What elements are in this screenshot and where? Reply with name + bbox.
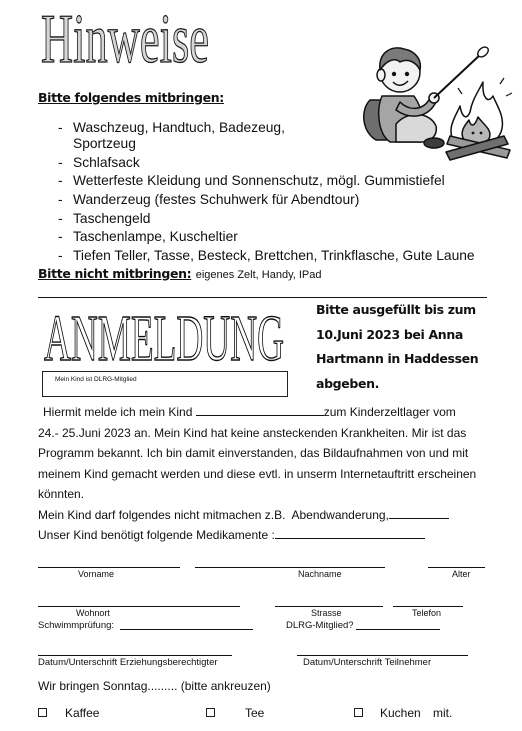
paragraph-line: 24.- 25.Juni 2023 an. Mein Kind hat keine ansteckenden Krankheiten. Mir ist das: [38, 425, 467, 440]
sunday-prompt: Wir bringen Sonntag......... (bitte ankreuzen): [38, 679, 271, 693]
list-item: [58, 192, 475, 208]
intro-after-blank: zum Kinderzeltlager vom: [323, 405, 456, 419]
exclusions-line: [38, 505, 476, 526]
title-wordart: [38, 6, 218, 70]
deadline-line: abgeben.: [316, 375, 380, 391]
exclusions-blank: [389, 508, 449, 519]
registration-wordart: [42, 308, 288, 364]
paragraph-line: meinem Kind gemacht werden und diese evtl. in unserm Internetauftritt erscheinen: [38, 466, 477, 481]
nachname-label: Nachname: [298, 569, 342, 579]
registration-text: [38, 402, 476, 546]
child-eye-left: [392, 72, 396, 76]
paragraph-line: Programm bekannt. Ich bin damit einverstanden, das Bildaufnahmen von und mit: [38, 446, 469, 460]
bring-list: [58, 120, 475, 267]
paragraph-line: könnten.: [38, 487, 85, 501]
exclusions-text: Mein Kind darf folgendes nicht mitmachen z.B. Abendwanderung,: [38, 507, 389, 522]
tee-label: Tee: [245, 706, 265, 720]
strasse-line: [275, 606, 383, 607]
list-item: [58, 154, 475, 171]
not-bring-row: [38, 266, 322, 283]
dlrg-mitglied-line: [356, 629, 440, 630]
alter-line: [428, 567, 485, 568]
participant-signature-label: Datum/Unterschrift Teilnehmer: [303, 657, 432, 668]
guardian-signature-line: [38, 655, 232, 656]
spark: [458, 88, 462, 94]
spark: [500, 78, 504, 84]
dlrg-member-box: [42, 371, 288, 397]
telefon-line: [393, 606, 463, 607]
list-item-text: Waschzeug, Handtuch, Badezeug, Sportzeug: [73, 120, 285, 151]
list-item: [58, 173, 475, 189]
list-item-text: Wanderzeug (festes Schuhwerk für Abendtour): [73, 192, 360, 208]
list-item: [58, 120, 305, 152]
flame-face-eye-right: [480, 132, 483, 135]
page-title: Hinweise: [41, 6, 209, 70]
list-item-text: Wetterfeste Kleidung und Sonnenschutz, mögl. Gummistiefel: [73, 173, 445, 189]
kaffee-checkbox[interactable]: [38, 708, 47, 717]
spark: [506, 93, 512, 96]
registration-title: ANMELDUNG: [44, 308, 284, 364]
list-item: [58, 210, 475, 227]
bullet-dash: -: [58, 173, 63, 189]
list-item-text: Tiefen Teller, Tasse, Besteck, Brettchen, Trinkflasche, Gute Laune: [73, 248, 475, 264]
list-item-text: Taschenlampe, Kuscheltier: [73, 229, 238, 245]
deadline-line: Bitte ausgefüllt bis zum: [316, 302, 476, 317]
bullet-dash: -: [58, 248, 63, 264]
schwimmpruefung-line: [120, 629, 253, 630]
dlrg-member-label: Mein Kind ist DLRG-Mitglied: [55, 376, 137, 383]
list-item: [58, 229, 475, 245]
sunday-suffix: mit.: [433, 706, 453, 720]
kuchen-label: Kuchen: [380, 706, 421, 720]
kaffee-label: Kaffee: [65, 706, 100, 720]
list-item-text: Schlafsack: [73, 154, 140, 170]
wohnort-line: [38, 606, 240, 607]
bullet-dash: -: [58, 192, 63, 208]
bring-heading: Bitte folgendes mitbringen:: [38, 90, 224, 105]
tee-checkbox[interactable]: [206, 708, 215, 717]
wohnort-label: Wohnort: [76, 608, 110, 618]
medication-line: [38, 525, 476, 546]
deadline-line: 10.Juni 2023 bei Anna: [316, 326, 463, 342]
kuchen-checkbox[interactable]: [354, 708, 363, 717]
bullet-dash: -: [58, 120, 63, 135]
vorname-label: Vorname: [78, 569, 115, 579]
bullet-dash: -: [58, 154, 63, 170]
deadline-line: Hartmann in Haddessen: [316, 351, 479, 366]
not-bring-heading: Bitte nicht mitbringen:: [38, 266, 192, 281]
list-item-text: Taschengeld: [73, 210, 151, 226]
child-ear: [377, 69, 385, 81]
medication-text: Unser Kind benötigt folgende Medikamente :: [38, 528, 275, 542]
registration-intro-line: [38, 402, 476, 423]
alter-label: Alter: [452, 569, 471, 579]
vorname-line: [38, 567, 180, 568]
not-bring-items: eigenes Zelt, Handy, IPad: [195, 269, 322, 281]
dlrg-mitglied-label: DLRG-Mitglied?: [286, 620, 354, 631]
strasse-label: Strasse: [311, 608, 342, 618]
bullet-dash: -: [58, 229, 63, 245]
nachname-line: [195, 567, 385, 568]
deadline-note: [316, 298, 478, 396]
schwimmpruefung-label: Schwimmprüfung:: [38, 620, 115, 631]
list-item: [58, 248, 475, 264]
roasting-stick: [434, 54, 481, 98]
guardian-signature-label: Datum/Unterschrift Erziehungsberechtigter: [38, 657, 218, 668]
participant-signature-line: [297, 655, 468, 656]
intro-before-blank: Hiermit melde ich mein Kind: [43, 405, 193, 419]
telefon-label: Telefon: [412, 608, 442, 618]
sparks: [458, 78, 512, 96]
child-name-blank: [196, 405, 324, 416]
bullet-dash: -: [58, 210, 63, 226]
medication-blank: [275, 528, 425, 539]
child-eye-right: [405, 72, 409, 76]
